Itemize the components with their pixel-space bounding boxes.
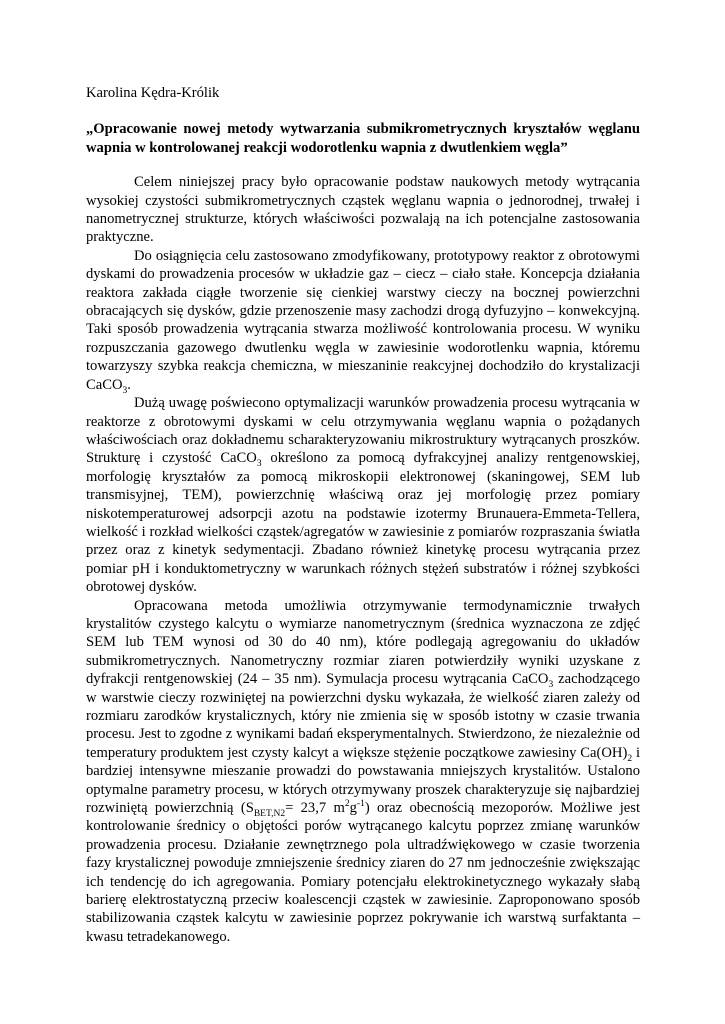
paragraph-3 <box>86 394 640 596</box>
superscript: 2 <box>344 799 350 810</box>
paragraph-4-text-d: = 23,7 m <box>285 800 345 817</box>
paragraph-4-text-c: i bardziej intensywne mieszanie prowadzi do powstawania mniejszych krystalitów. Ustalono optymalne parametry procesu, w których otrzymywany proszek charakteryzuje się najbardziej rozwiniętą powierzchnią (S <box>86 744 641 817</box>
author-name: Karolina Kędra-Królik <box>86 85 220 101</box>
paragraph-4-text-e: g <box>349 800 357 817</box>
paragraph-4 <box>86 597 640 947</box>
superscript: -1 <box>356 799 365 810</box>
paragraph-4-text-f: ) oraz obecnością mezoporów. Możliwe jest kontrolowanie średnicy o objętości porów wytrącanego kalcytu poprzez zmianę warunków prowadzenia procesu. Działanie zewnętrznego pola ultradźwiękowego w czasie tworzenia fazy krystalicznej powoduje zmniejszenie średnicy ziaren do 27 nm jednocześnie zwiększając ich tendencję do ich agregowania. Pomiary potencjału elektrokinetycznego wykazały słabą barierę elektrostatyczną przeciw koalescencji cząstek w zawiesinie. Zaproponowano sposób stabilizowania cząstek kalcytu w zawiesinie poprzez pokrywanie ich warstwą surfaktanta – kwasu tetradekanowego. <box>86 800 641 945</box>
subscript: 3 <box>256 459 262 470</box>
subscript: 2 <box>627 753 633 764</box>
paragraph-2-text-b: . <box>127 376 131 393</box>
subscript: 3 <box>122 385 128 396</box>
document-title: „Opracowanie nowej metody wytwarzania submikrometrycznych kryształów węglanu wapnia w kontrolowanej reakcji wodorotlenku wapnia z dwutlenkiem węgla” <box>86 121 640 156</box>
paragraph-2-text-a: Do osiągnięcia celu zastosowano zmodyfikowany, prototypowy reaktor z obrotowymi dyskami do prowadzenia procesów w układzie gaz – ciecz – ciało stałe. Koncepcja działania reaktora zakłada ciągłe tworzenie się cienkiej warstwy cieczy na bocznej powierzchni obracających się dysków, gdzie przenoszenie masy zachodzi drogą dyfuzyjno – konwekcyjną. Taki sposób prowadzenia wytrącania stwarza możliwość kontrolowania procesu. W wyniku rozpuszczania gazowego dwutlenku węgla w zawiesinie wodorotlenku wapnia, któremu towarzyszy szybka reakcja chemiczna, w mieszaninie reakcyjnej dochodziło do krystalizacji CaCO <box>86 247 640 393</box>
subscript: 3 <box>548 680 554 691</box>
paragraph-3-text-b: określono za pomocą dyfrakcyjnej analizy rentgenowskiej, morfologię kryształów za pomocą mikroskopii elektronowej (skaningowej, SEM lub transmisyjnej, TEM), powierzchnię właściwą oraz jej morfologię przez pomiary niskotemperaturowej adsorpcji azotu na podstawie izotermy Brunauera-Emmeta-Tellera, wielkość i rozkład wielkości cząstek/agregatów w zawiesinie z pomiarów rozpraszania światła przez oraz z kinetyk sedymentacji. Zbadano również kinetykę procesu wytrącania przez pomiar pH i konduktometryczny w warunkach różnych stężeń substratów i różnej szybkości obrotowej dysków. <box>86 450 640 596</box>
paragraph-4-text-b: zachodzącego w warstwie cieczy rozwiniętej na powierzchni dysku wykazała, że wielkość ziaren zależy od rozmiaru zarodków krystalicznych, który nie zmienia się w sposób istotny w czasie trwania procesu. Jest to zgodne z wynikami badań eksperymentalnych. Stwierdzono, że niezależnie od temperatury produktem jest czysty kalcyt a większe stężenie początkowe zawiesiny Ca(OH) <box>86 671 640 761</box>
paragraph-1: Celem niniejszej pracy było opracowanie podstaw naukowych metody wytrącania wysokiej czystości submikrometrycznych cząstek węglanu wapnia o jednorodnej, trwałej i nanometrycznej strukturze, których właściwości pozwalają na ich potencjalne zastosowania praktyczne. <box>86 174 640 246</box>
paragraph-2 <box>86 247 640 394</box>
paragraph-4-text-a: Opracowana metoda umożliwia otrzymywanie termodynamicznie trwałych krystalitów czystego kalcytu o wymiarze nanometrycznym (średnica wyznaczona ze zdjęć SEM lub TEM wynosi od 30 do 40 nm), które podlegają agregowaniu do układów submikrometrycznych. Nanometryczny rozmiar ziaren potwierdziły wyniki uzyskane z dyfrakcji rentgenowskiej (24 – 35 nm). Symulacja procesu wytrącania CaCO <box>86 597 640 688</box>
subscript: BET,N2 <box>253 808 286 819</box>
document-page <box>86 84 640 946</box>
paragraph-3-text-a: Dużą uwagę poświecono optymalizacji warunków prowadzenia procesu wytrącania w reaktorze z obrotowymi dyskami w celu otrzymywania węglanu wapnia o pożądanych właściwościach oraz dokładnemu scharakteryzowaniu mikrostruktury wytrącanych proszków. Strukturę i czystość CaCO <box>86 395 640 467</box>
